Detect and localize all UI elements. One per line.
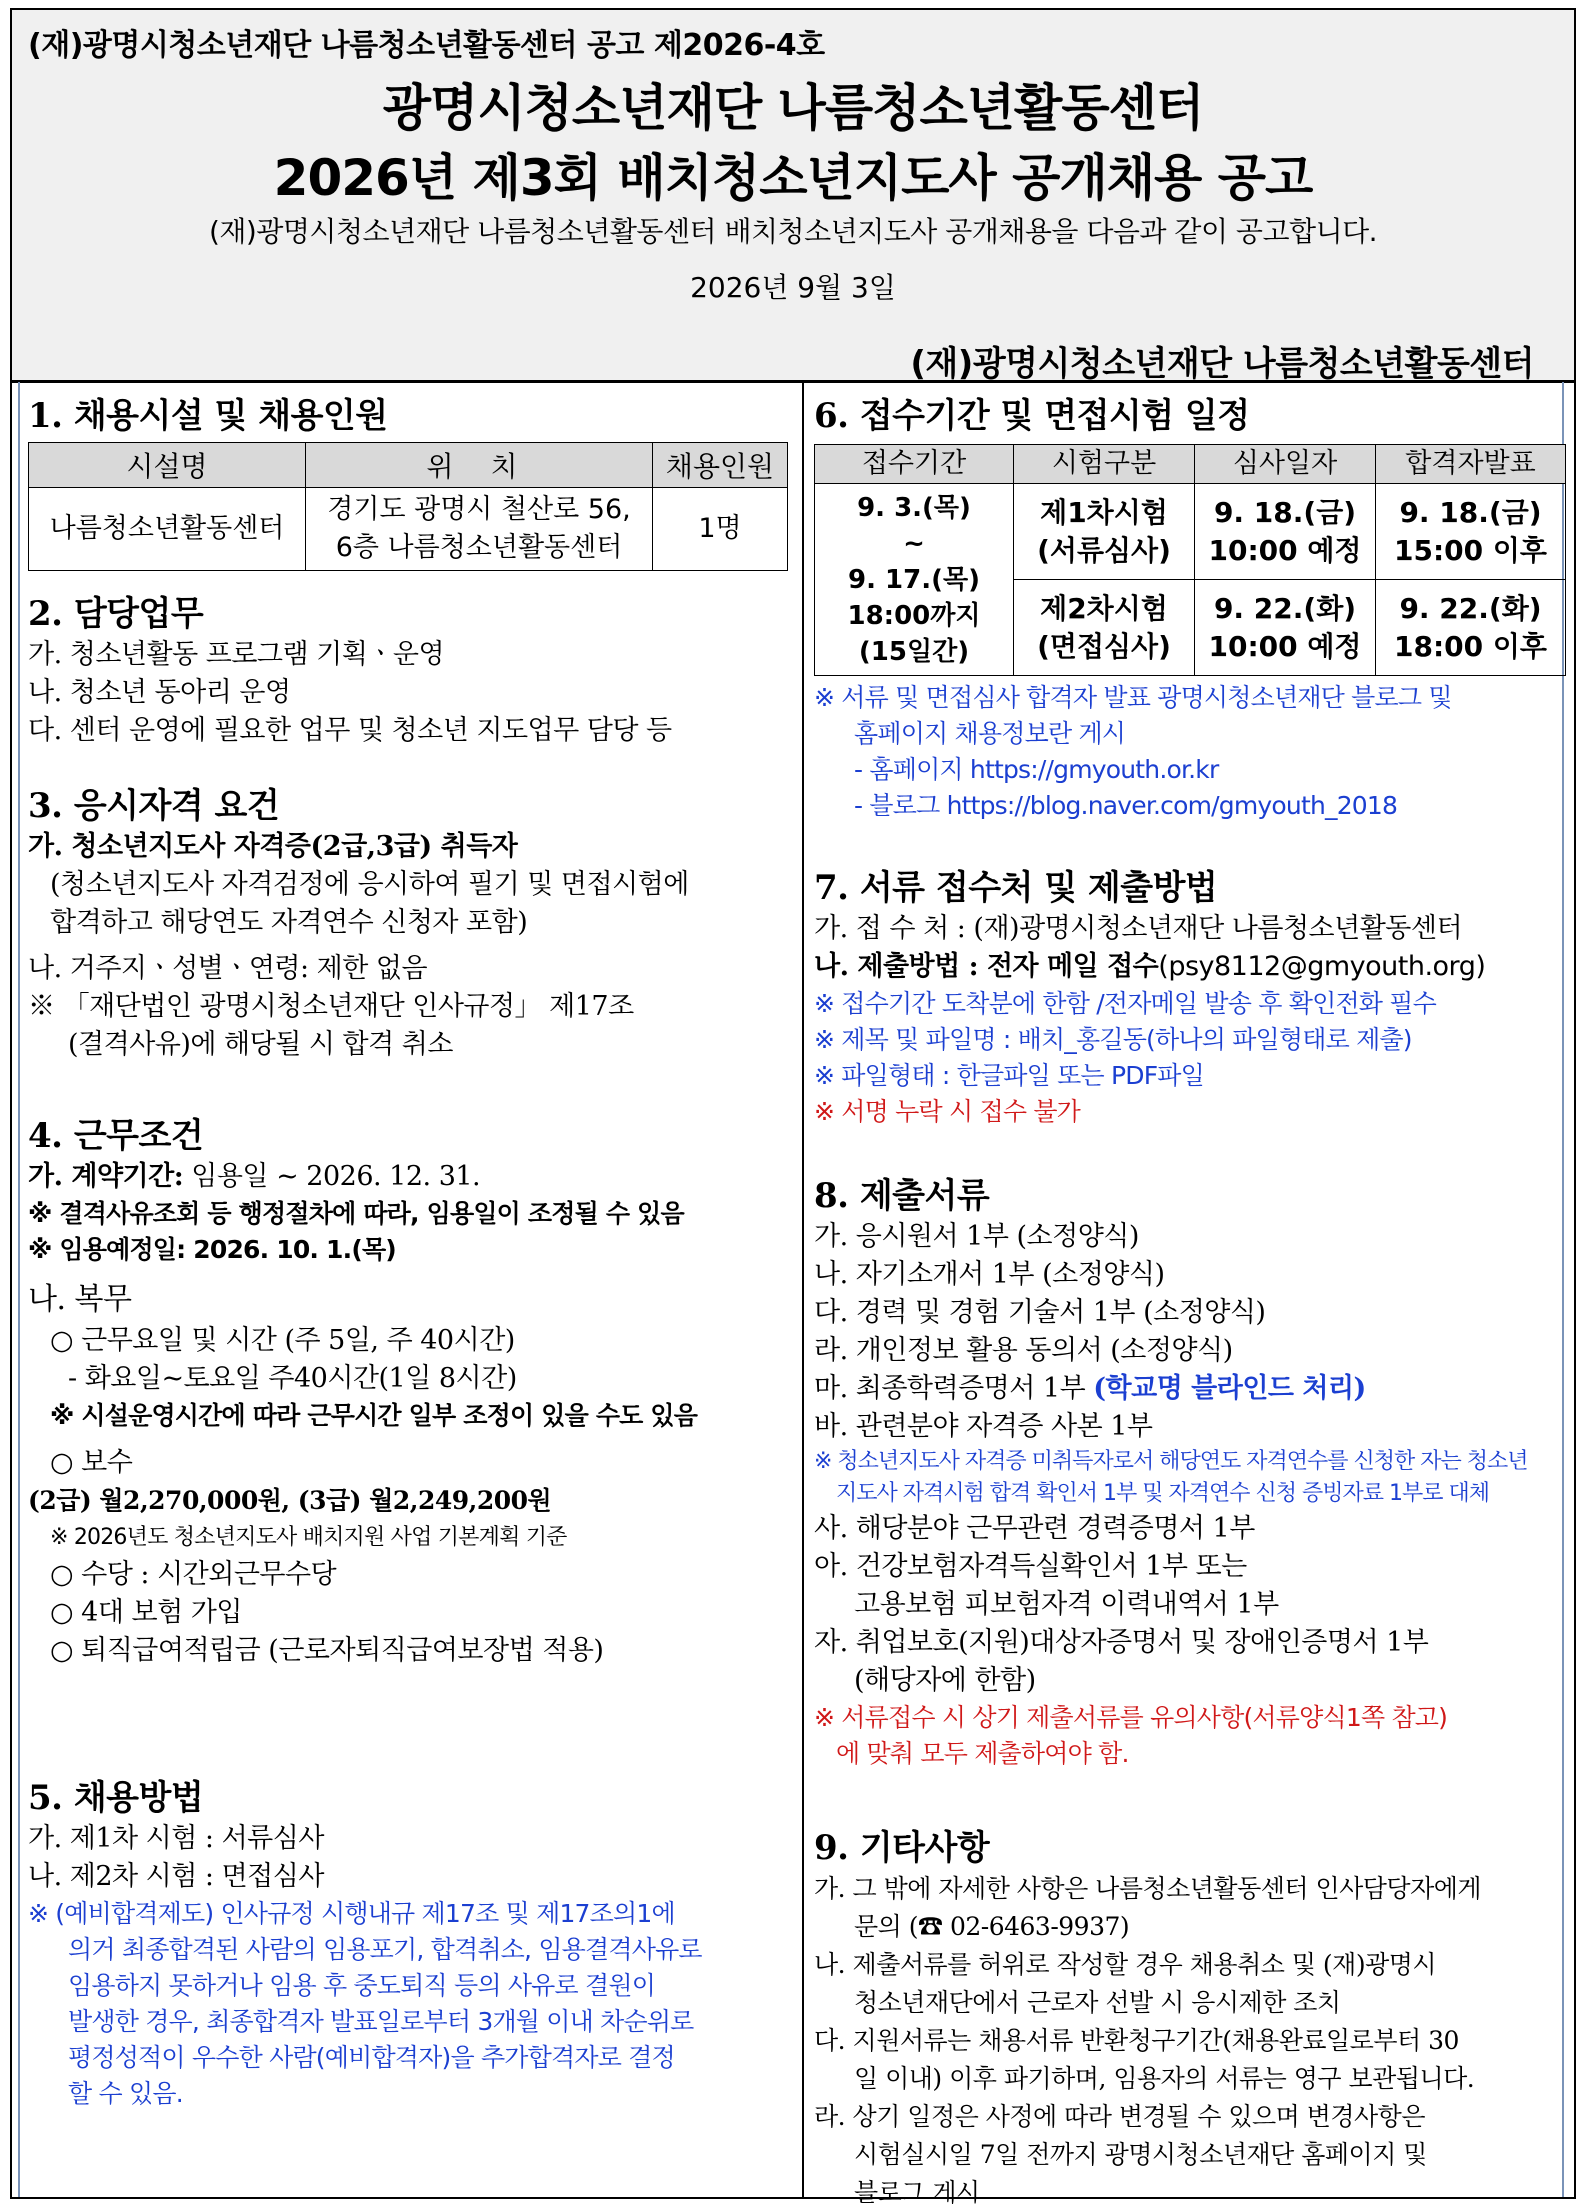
- submission-method: [814, 948, 1569, 986]
- qualification-a-note: 합격하고 해당연도 자격연수 신청자 포함): [50, 907, 528, 938]
- misc-line: 나. 제출서류를 허위로 작성할 경우 채용취소 및 (재)광명시: [814, 1950, 1437, 1979]
- homepage-link[interactable]: - 홈페이지 https://gmyouth.or.kr: [854, 755, 1219, 784]
- schedule-header-announce: 합격자발표: [1376, 445, 1566, 484]
- document-item: [814, 1370, 1569, 1408]
- section-1: [28, 394, 798, 571]
- schedule-header-type: 시험구분: [1014, 445, 1195, 484]
- table-header-location: 위 치: [306, 443, 653, 488]
- recruitment-table: [28, 442, 788, 571]
- signature-warning: ※ 서명 누락 시 접수 불가: [814, 1097, 1081, 1126]
- section-6: [814, 394, 1569, 824]
- contract-period: [28, 1158, 798, 1196]
- duty-item: 나. 청소년 동아리 운영: [28, 677, 291, 708]
- qualification-a: 가. 청소년지도사 자격증(2급,3급) 취득자: [28, 831, 518, 862]
- document-item: 나. 자기소개서 1부 (소정양식): [814, 1259, 1165, 1290]
- reserve-note: 임용하지 못하거나 임용 후 중도퇴직 등의 사유로 결원이: [68, 1971, 656, 2000]
- document-item: 고용보험 피보험자격 이력내역서 1부: [854, 1589, 1279, 1620]
- count-cell: 1명: [653, 488, 788, 571]
- schedule-header-period: 접수기간: [815, 445, 1014, 484]
- submission-email[interactable]: (psy8112@gmyouth.org): [1158, 951, 1486, 982]
- column-divider: [802, 382, 804, 2197]
- section-1-title: 1. 채용시설 및 채용인원: [28, 396, 388, 436]
- reserve-note: 발생한 경우, 최종합격자 발표일로부터 3개월 이내 차순위로: [68, 2007, 694, 2036]
- schedule-header-date: 심사일자: [1195, 445, 1376, 484]
- section-8: [814, 1174, 1569, 1772]
- notice-page: [10, 8, 1576, 2207]
- table-header-facility: 시설명: [29, 443, 306, 488]
- duty-item: 다. 센터 운영에 필요한 업무 및 청소년 지도업무 담당 등: [28, 715, 672, 746]
- exam-type-cell: [1014, 484, 1195, 580]
- reserve-note: 할 수 있음.: [68, 2079, 183, 2108]
- submission-place: 가. 접 수 처 : (재)광명시청소년재단 나름청소년활동센터: [814, 913, 1463, 944]
- title-line-1: 광명시청소년재단 나름청소년활동센터: [382, 79, 1204, 137]
- submission-warning: ※ 서류접수 시 상기 제출서류를 유의사항(서류양식1쪽 참고): [814, 1703, 1448, 1732]
- reserve-note: 의거 최종합격된 사람의 임용포기, 합격취소, 임용결격사유로: [68, 1935, 702, 1964]
- contract-value: 임용일 ~ 2026. 12. 31.: [183, 1161, 481, 1192]
- submission-note: ※ 제목 및 파일명 : 배치_홍길동(하나의 파일형태로 제출): [814, 1025, 1412, 1054]
- misc-line: 블로그 게시: [854, 2178, 980, 2207]
- announce-cell: [1376, 484, 1566, 580]
- document-item: 사. 해당분야 근무관련 경력증명서 1부: [814, 1513, 1255, 1544]
- exam-type-cell: [1014, 580, 1195, 676]
- section-4: [28, 1114, 798, 1670]
- announce-cell: [1376, 580, 1566, 676]
- table-header-count: 채용인원: [653, 443, 788, 488]
- misc-line: 가. 그 밖에 자세한 사항은 나름청소년활동센터 인사담당자에게: [814, 1874, 1482, 1903]
- exam-step-2: 나. 제2차 시험 : 면접심사: [28, 1861, 324, 1892]
- exam-time-1: 10:00 예정: [1208, 533, 1362, 567]
- location-cell: [306, 488, 653, 571]
- exam-type-2-desc: (면접심사): [1037, 629, 1171, 663]
- schedule-table: [814, 444, 1566, 676]
- document-item: 자. 취업보호(지원)대상자증명서 및 장애인증명서 1부: [814, 1627, 1429, 1658]
- document-item: 다. 경력 및 경험 기술서 1부 (소정양식): [814, 1297, 1266, 1328]
- section-3: [28, 784, 798, 1064]
- benefit-item: ○ 수당 : 시간외근무수당: [50, 1559, 337, 1590]
- result-note: 홈페이지 채용정보란 게시: [854, 719, 1126, 748]
- contract-label: 가. 계약기간:: [28, 1161, 184, 1192]
- blind-note: (학교명 블라인드 처리): [1093, 1373, 1366, 1404]
- reserve-note: ※ (예비합격제도) 인사규정 시행내규 제17조 및 제17조의1에: [28, 1899, 675, 1928]
- misc-line: 문의 (☎ 02-6463-9937): [854, 1912, 1130, 1941]
- pay-title: ○ 보수: [50, 1447, 133, 1478]
- document-item: 라. 개인정보 활용 동의서 (소정양식): [814, 1335, 1233, 1366]
- section-8-title: 8. 제출서류: [814, 1176, 990, 1216]
- issuer-name: (재)광명시청소년재단 나름청소년활동센터: [910, 344, 1534, 384]
- period-days: (15일간): [858, 636, 970, 667]
- left-column-rule: [18, 382, 20, 2197]
- period-tilde: ~: [903, 528, 925, 559]
- qualification-a-note: (청소년지도사 자격검정에 응시하여 필기 및 면접시험에: [50, 869, 689, 900]
- duty-item: 가. 청소년활동 프로그램 기획ㆍ운영: [28, 639, 445, 670]
- exam-type-1: 제1차시험: [1040, 495, 1168, 529]
- qualification-b-note: ※ 「재단법인 광명시청소년재단 인사규정」 제17조: [28, 991, 634, 1022]
- section-5: [28, 1776, 798, 2112]
- application-period-cell: [815, 484, 1014, 676]
- work-hours-note: ※ 시설운영시간에 따라 근무시간 일부 조정이 있을 수도 있음: [50, 1401, 698, 1430]
- document-item-label: 마. 최종학력증명서 1부: [814, 1373, 1094, 1404]
- period-deadline: 18:00까지: [847, 600, 981, 631]
- exam-date-cell: [1195, 484, 1376, 580]
- notice-body: [10, 380, 1576, 2207]
- misc-line: 일 이내) 이후 파기하며, 임용자의 서류는 영구 보관됩니다.: [854, 2064, 1475, 2093]
- section-2-title: 2. 담당업무: [28, 594, 204, 634]
- qualification-b-note: (결격사유)에 해당될 시 합격 취소: [68, 1029, 453, 1060]
- section-7: [814, 866, 1569, 1130]
- notice-header: [10, 8, 1576, 383]
- exam-date-1: 9. 18.(금): [1213, 495, 1357, 529]
- announce-time-1: 15:00 이후: [1394, 533, 1547, 567]
- misc-line: 시험실시일 7일 전까지 광명시청소년재단 홈페이지 및: [854, 2140, 1427, 2169]
- exam-date-2: 9. 22.(화): [1213, 591, 1357, 625]
- result-note: ※ 서류 및 면접심사 합격자 발표 광명시청소년재단 블로그 및: [814, 683, 1452, 712]
- section-4-title: 4. 근무조건: [28, 1116, 204, 1156]
- benefit-item: ○ 4대 보험 가입: [50, 1597, 242, 1628]
- section-3-title: 3. 응시자격 요건: [28, 786, 280, 826]
- document-item: 가. 응시원서 1부 (소정양식): [814, 1221, 1139, 1252]
- misc-line: 라. 상기 일정은 사정에 따라 변경될 수 있으며 변경사항은: [814, 2102, 1425, 2131]
- facility-cell: 나름청소년활동센터: [29, 488, 306, 571]
- title-line-2: 2026년 제3회 배치청소년지도사 공개채용 공고: [273, 149, 1313, 207]
- certificate-note: 지도사 자격시험 합격 확인서 1부 및 자격연수 신청 증빙자료 1부로 대체: [836, 1481, 1489, 1506]
- exam-step-1: 가. 제1차 시험 : 서류심사: [28, 1823, 324, 1854]
- duty-title: 나. 복무: [28, 1282, 132, 1317]
- exam-type-1-desc: (서류심사): [1037, 533, 1171, 567]
- submission-note: ※ 접수기간 도착분에 한함 /전자메일 발송 후 확인전화 필수: [814, 989, 1436, 1018]
- work-days: ○ 근무요일 및 시간 (주 5일, 주 40시간): [50, 1325, 515, 1356]
- section-9: [814, 1826, 1569, 2212]
- blog-link[interactable]: - 블로그 https://blog.naver.com/gmyouth_2018: [854, 791, 1398, 820]
- location-line-2: 6층 나름청소년활동센터: [335, 532, 623, 563]
- submission-method-label: 나. 제출방법 : 전자 메일 접수: [814, 951, 1159, 982]
- document-number: (재)광명시청소년재단 나름청소년활동센터 공고 제2026-4호: [28, 28, 825, 63]
- start-date-note: ※ 임용예정일: 2026. 10. 1.(목): [28, 1235, 396, 1264]
- submission-note: ※ 파일형태 : 한글파일 또는 PDF파일: [814, 1061, 1205, 1090]
- announcement-subline: (재)광명시청소년재단 나름청소년활동센터 배치청소년지도사 공개채용을 다음과 같이 공고합니다.: [208, 215, 1378, 248]
- exam-type-2: 제2차시험: [1040, 591, 1168, 625]
- announce-date-2: 9. 22.(화): [1399, 591, 1542, 625]
- contract-note: ※ 결격사유조회 등 행정절차에 따라, 임용일이 조정될 수 있음: [28, 1199, 684, 1228]
- exam-date-cell: [1195, 580, 1376, 676]
- submission-warning: 에 맞춰 모두 제출하여야 함.: [836, 1739, 1129, 1768]
- misc-line: 다. 지원서류는 채용서류 반환청구기간(채용완료일로부터 30: [814, 2026, 1459, 2055]
- work-hours: - 화요일~토요일 주40시간(1일 8시간): [68, 1363, 517, 1394]
- benefit-item: ○ 퇴직급여적립금 (근로자퇴직급여보장법 적용): [50, 1635, 604, 1666]
- section-7-title: 7. 서류 접수처 및 제출방법: [814, 868, 1218, 908]
- period-start: 9. 3.(목): [857, 492, 971, 523]
- section-5-title: 5. 채용방법: [28, 1778, 204, 1818]
- announce-time-2: 18:00 이후: [1394, 629, 1547, 663]
- pay-value: (2급) 월2,270,000원, (3급) 월2,249,200원: [28, 1486, 552, 1515]
- reserve-note: 평정성적이 우수한 사람(예비합격자)을 추가합격자로 결정: [68, 2043, 675, 2072]
- exam-time-2: 10:00 예정: [1208, 629, 1362, 663]
- announce-date-1: 9. 18.(금): [1399, 495, 1542, 529]
- pay-note: ※ 2026년도 청소년지도사 배치지원 사업 기본계획 기준: [50, 1525, 567, 1550]
- section-6-title: 6. 접수기간 및 면접시험 일정: [814, 396, 1250, 436]
- document-item: (해당자에 한함): [854, 1665, 1036, 1696]
- location-line-1: 경기도 광명시 철산로 56,: [327, 494, 631, 525]
- document-item: 바. 관련분야 자격증 사본 1부: [814, 1411, 1153, 1442]
- misc-line: 청소년재단에서 근로자 선발 시 응시제한 조치: [854, 1988, 1341, 2017]
- period-end: 9. 17.(목): [848, 564, 980, 595]
- section-2: [28, 592, 798, 750]
- qualification-b: 나. 거주지ㆍ성별ㆍ연령: 제한 없음: [28, 953, 428, 984]
- announcement-date: 2026년 9월 3일: [690, 271, 896, 304]
- certificate-note: ※ 청소년지도사 자격증 미취득자로서 해당연도 자격연수를 신청한 자는 청소년: [814, 1449, 1528, 1474]
- document-item: 아. 건강보험자격득실확인서 1부 또는: [814, 1551, 1247, 1582]
- section-9-title: 9. 기타사항: [814, 1828, 990, 1868]
